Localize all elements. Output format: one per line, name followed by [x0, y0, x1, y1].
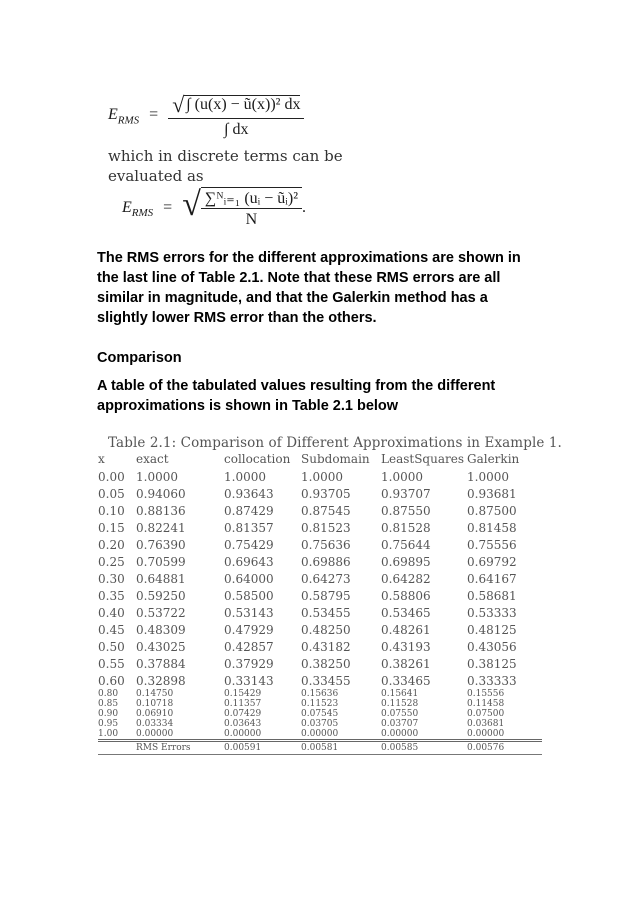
table-row — [98, 672, 542, 689]
table-cell: 0.48125 — [467, 622, 517, 637]
table-cell: 0.00581 — [301, 741, 381, 755]
table-cell: 0.53333 — [467, 605, 517, 620]
table-cell: 0.58500 — [224, 588, 274, 603]
header-subdomain: Subdomain — [301, 452, 370, 466]
table-header-row — [98, 452, 542, 468]
table-cell: 0.64273 — [301, 571, 351, 586]
table-cell: 0.53455 — [301, 605, 351, 620]
table-cell: 0.42857 — [224, 639, 274, 654]
table-cell: 0.93707 — [381, 486, 431, 501]
table-cell — [98, 741, 136, 755]
table-cell: 0.53465 — [381, 605, 431, 620]
table-cell: 0.64000 — [224, 571, 274, 586]
table-cell: 0.48261 — [381, 622, 431, 637]
table-cell: 0.15 — [98, 520, 125, 535]
table-cell: 0.81357 — [224, 520, 274, 535]
table-cell: 0.40 — [98, 605, 125, 620]
table-cell: 0.87550 — [381, 503, 431, 518]
table-row — [98, 638, 542, 655]
table-row — [98, 536, 542, 553]
table-cell: 0.88136 — [136, 503, 186, 518]
equation1-denominator: ∫ dx — [168, 118, 304, 139]
header-collocation: collocation — [224, 452, 291, 466]
table-cell: 0.69792 — [467, 554, 517, 569]
table-cell: 0.81528 — [381, 520, 431, 535]
table-cell: 0.00000 — [136, 729, 174, 739]
table-cell: 0.03681 — [467, 719, 505, 729]
table-cell: 0.85 — [98, 699, 119, 709]
table-cell: 0.75429 — [224, 537, 274, 552]
table-cell: 0.80 — [98, 689, 119, 699]
table-cell: 0.07429 — [224, 709, 262, 719]
table-row — [98, 699, 542, 709]
paragraph-rms-errors: The RMS errors for the different approximations are shown in the last line of Table 2.1. Note that these RMS errors are all similar in magnitude, and that the Galerkin method has a slightly lower RMS error than the others. — [97, 250, 521, 326]
table-cell: 0.00 — [98, 469, 125, 484]
table-cell: 0.15556 — [467, 689, 505, 699]
table-cell: 0.82241 — [136, 520, 186, 535]
table-cell: 0.10 — [98, 503, 125, 518]
table-cell: 0.75644 — [381, 537, 431, 552]
table-cell: 0.59250 — [136, 588, 186, 603]
table-cell: 0.14750 — [136, 689, 174, 699]
table-cell: 0.87500 — [467, 503, 517, 518]
table-cell: 1.00 — [98, 729, 119, 739]
table-cell: 0.58806 — [381, 588, 431, 603]
table-row — [98, 604, 542, 621]
table-row — [98, 655, 542, 672]
table-row — [98, 689, 542, 699]
table-cell: 0.00576 — [467, 741, 542, 755]
table-cell: 0.00000 — [467, 729, 505, 739]
table-cell: 0.43182 — [301, 639, 351, 654]
table-cell: 1.0000 — [467, 469, 509, 484]
table-row — [98, 719, 542, 729]
table-cell: 0.35 — [98, 588, 125, 603]
table-cell: 0.00585 — [381, 741, 467, 755]
intro-text: which in discrete terms can be evaluated as — [108, 147, 343, 185]
equation1-fraction: $\frac{\text{√ ∫ (u(x) − ũ(x))² dx}}{\int dx}$ — [168, 92, 304, 139]
table-cell: 0.69643 — [224, 554, 274, 569]
table-cell: 0.00000 — [381, 729, 419, 739]
table-row — [98, 468, 542, 485]
table-cell: 0.32898 — [136, 673, 186, 688]
table-cell: RMS Errors — [136, 741, 224, 755]
table-cell: 0.47929 — [224, 622, 274, 637]
table-cell: 0.70599 — [136, 554, 186, 569]
table-cell: 0.90 — [98, 709, 119, 719]
table-cell: 0.25 — [98, 554, 125, 569]
table-cell: 0.43056 — [467, 639, 517, 654]
table-cell: 0.48309 — [136, 622, 186, 637]
table-cell: 0.60 — [98, 673, 125, 688]
table-body — [98, 468, 542, 755]
table-cell: 0.43025 — [136, 639, 186, 654]
table-cell: 0.81523 — [301, 520, 351, 535]
table-cell: 0.53143 — [224, 605, 274, 620]
comparison-table — [98, 452, 542, 755]
table-row — [98, 621, 542, 638]
table-cell: 0.30 — [98, 571, 125, 586]
header-exact: exact — [136, 452, 169, 466]
table-cell: 0.20 — [98, 537, 125, 552]
table-cell: 0.33333 — [467, 673, 517, 688]
table-cell: 0.64167 — [467, 571, 517, 586]
table-cell: 0.00000 — [224, 729, 262, 739]
section-heading: Comparison — [97, 350, 182, 366]
table-cell: 0.38250 — [301, 656, 351, 671]
table-cell: 0.03707 — [381, 719, 419, 729]
equation-rms-discrete: $E_{RMS}$ = √ $\frac{\text{∑ᴺᵢ₌₁ (uᵢ − ũᵢ)²}}{N}$ . — [122, 186, 307, 229]
table-cell: 0.11528 — [381, 699, 419, 709]
table-cell: 0.11357 — [224, 699, 262, 709]
equation2-fraction — [201, 187, 302, 229]
table-row — [98, 502, 542, 519]
table-row — [98, 570, 542, 587]
table-cell: 0.75556 — [467, 537, 517, 552]
table-cell: 0.15429 — [224, 689, 262, 699]
table-cell: 0.07545 — [301, 709, 339, 719]
table-cell: 0.87545 — [301, 503, 351, 518]
table-cell: 0.93705 — [301, 486, 351, 501]
header-x: x — [98, 452, 105, 466]
table-row — [98, 729, 542, 741]
table-cell: 0.33143 — [224, 673, 274, 688]
table-cell: 0.00591 — [224, 741, 301, 755]
table-cell: 1.0000 — [136, 469, 178, 484]
table-cell: 0.37929 — [224, 656, 274, 671]
table-cell: 0.15641 — [381, 689, 419, 699]
table-row — [98, 519, 542, 536]
table-cell: 0.48250 — [301, 622, 351, 637]
table-cell: 0.15636 — [301, 689, 339, 699]
table-cell: 0.93681 — [467, 486, 517, 501]
table-cell: 0.50 — [98, 639, 125, 654]
equation2-numerator: ∑ᴺᵢ₌₁ (uᵢ − ũᵢ)² — [204, 190, 299, 208]
table-row — [98, 485, 542, 502]
equation1-numerator: ∫ (u(x) − ũ(x))² dx — [186, 96, 301, 113]
table-cell: 0.11523 — [301, 699, 339, 709]
table-cell: 0.94060 — [136, 486, 186, 501]
table-cell: 0.75636 — [301, 537, 351, 552]
header-leastsquares: LeastSquares — [381, 452, 464, 466]
table-cell: 0.95 — [98, 719, 119, 729]
table-cell: 0.58795 — [301, 588, 351, 603]
table-cell: 0.55 — [98, 656, 125, 671]
equation-rms-integral: $E_{RMS}$ = $\frac{\text{√ ∫ (u(x) − ũ(x))² dx}}{\int dx}$ — [108, 92, 304, 139]
table-cell: 0.37884 — [136, 656, 186, 671]
table-cell: 0.03705 — [301, 719, 339, 729]
paragraph-comparison: A table of the tabulated values resulting from the different approximations is shown in Table 2.1 below — [97, 378, 496, 414]
table-cell: 0.93643 — [224, 486, 274, 501]
table-cell: 0.69886 — [301, 554, 351, 569]
table-cell: 0.64881 — [136, 571, 186, 586]
table-cell: 0.38261 — [381, 656, 431, 671]
table-cell: 0.69895 — [381, 554, 431, 569]
table-cell: 0.11458 — [467, 699, 505, 709]
table-cell: 0.00000 — [301, 729, 339, 739]
table-cell: 0.43193 — [381, 639, 431, 654]
table-cell: 0.03334 — [136, 719, 174, 729]
table-cell: 0.06910 — [136, 709, 174, 719]
table-cell: 0.33455 — [301, 673, 351, 688]
table-row — [98, 709, 542, 719]
table-cell: 0.33465 — [381, 673, 431, 688]
equation2-denominator: N — [201, 208, 302, 229]
table-cell: 0.10718 — [136, 699, 174, 709]
table-cell: 1.0000 — [301, 469, 343, 484]
table-row — [98, 741, 542, 755]
table-cell: 0.07550 — [381, 709, 419, 719]
table-cell: 0.64282 — [381, 571, 431, 586]
table-cell: 1.0000 — [381, 469, 423, 484]
table-row — [98, 587, 542, 604]
table-cell: 0.07500 — [467, 709, 505, 719]
header-galerkin: Galerkin — [467, 452, 520, 466]
table-cell: 0.58681 — [467, 588, 517, 603]
table-cell: 1.0000 — [224, 469, 266, 484]
table-row — [98, 553, 542, 570]
table-cell: 0.03643 — [224, 719, 262, 729]
table-cell: 0.53722 — [136, 605, 186, 620]
table-cell: 0.38125 — [467, 656, 517, 671]
table-cell: 0.87429 — [224, 503, 274, 518]
table-cell: 0.81458 — [467, 520, 517, 535]
table-cell: 0.76390 — [136, 537, 186, 552]
table-cell: 0.05 — [98, 486, 125, 501]
table-cell: 0.45 — [98, 622, 125, 637]
table-caption: Table 2.1: Comparison of Different Approximations in Example 1. — [108, 435, 562, 451]
